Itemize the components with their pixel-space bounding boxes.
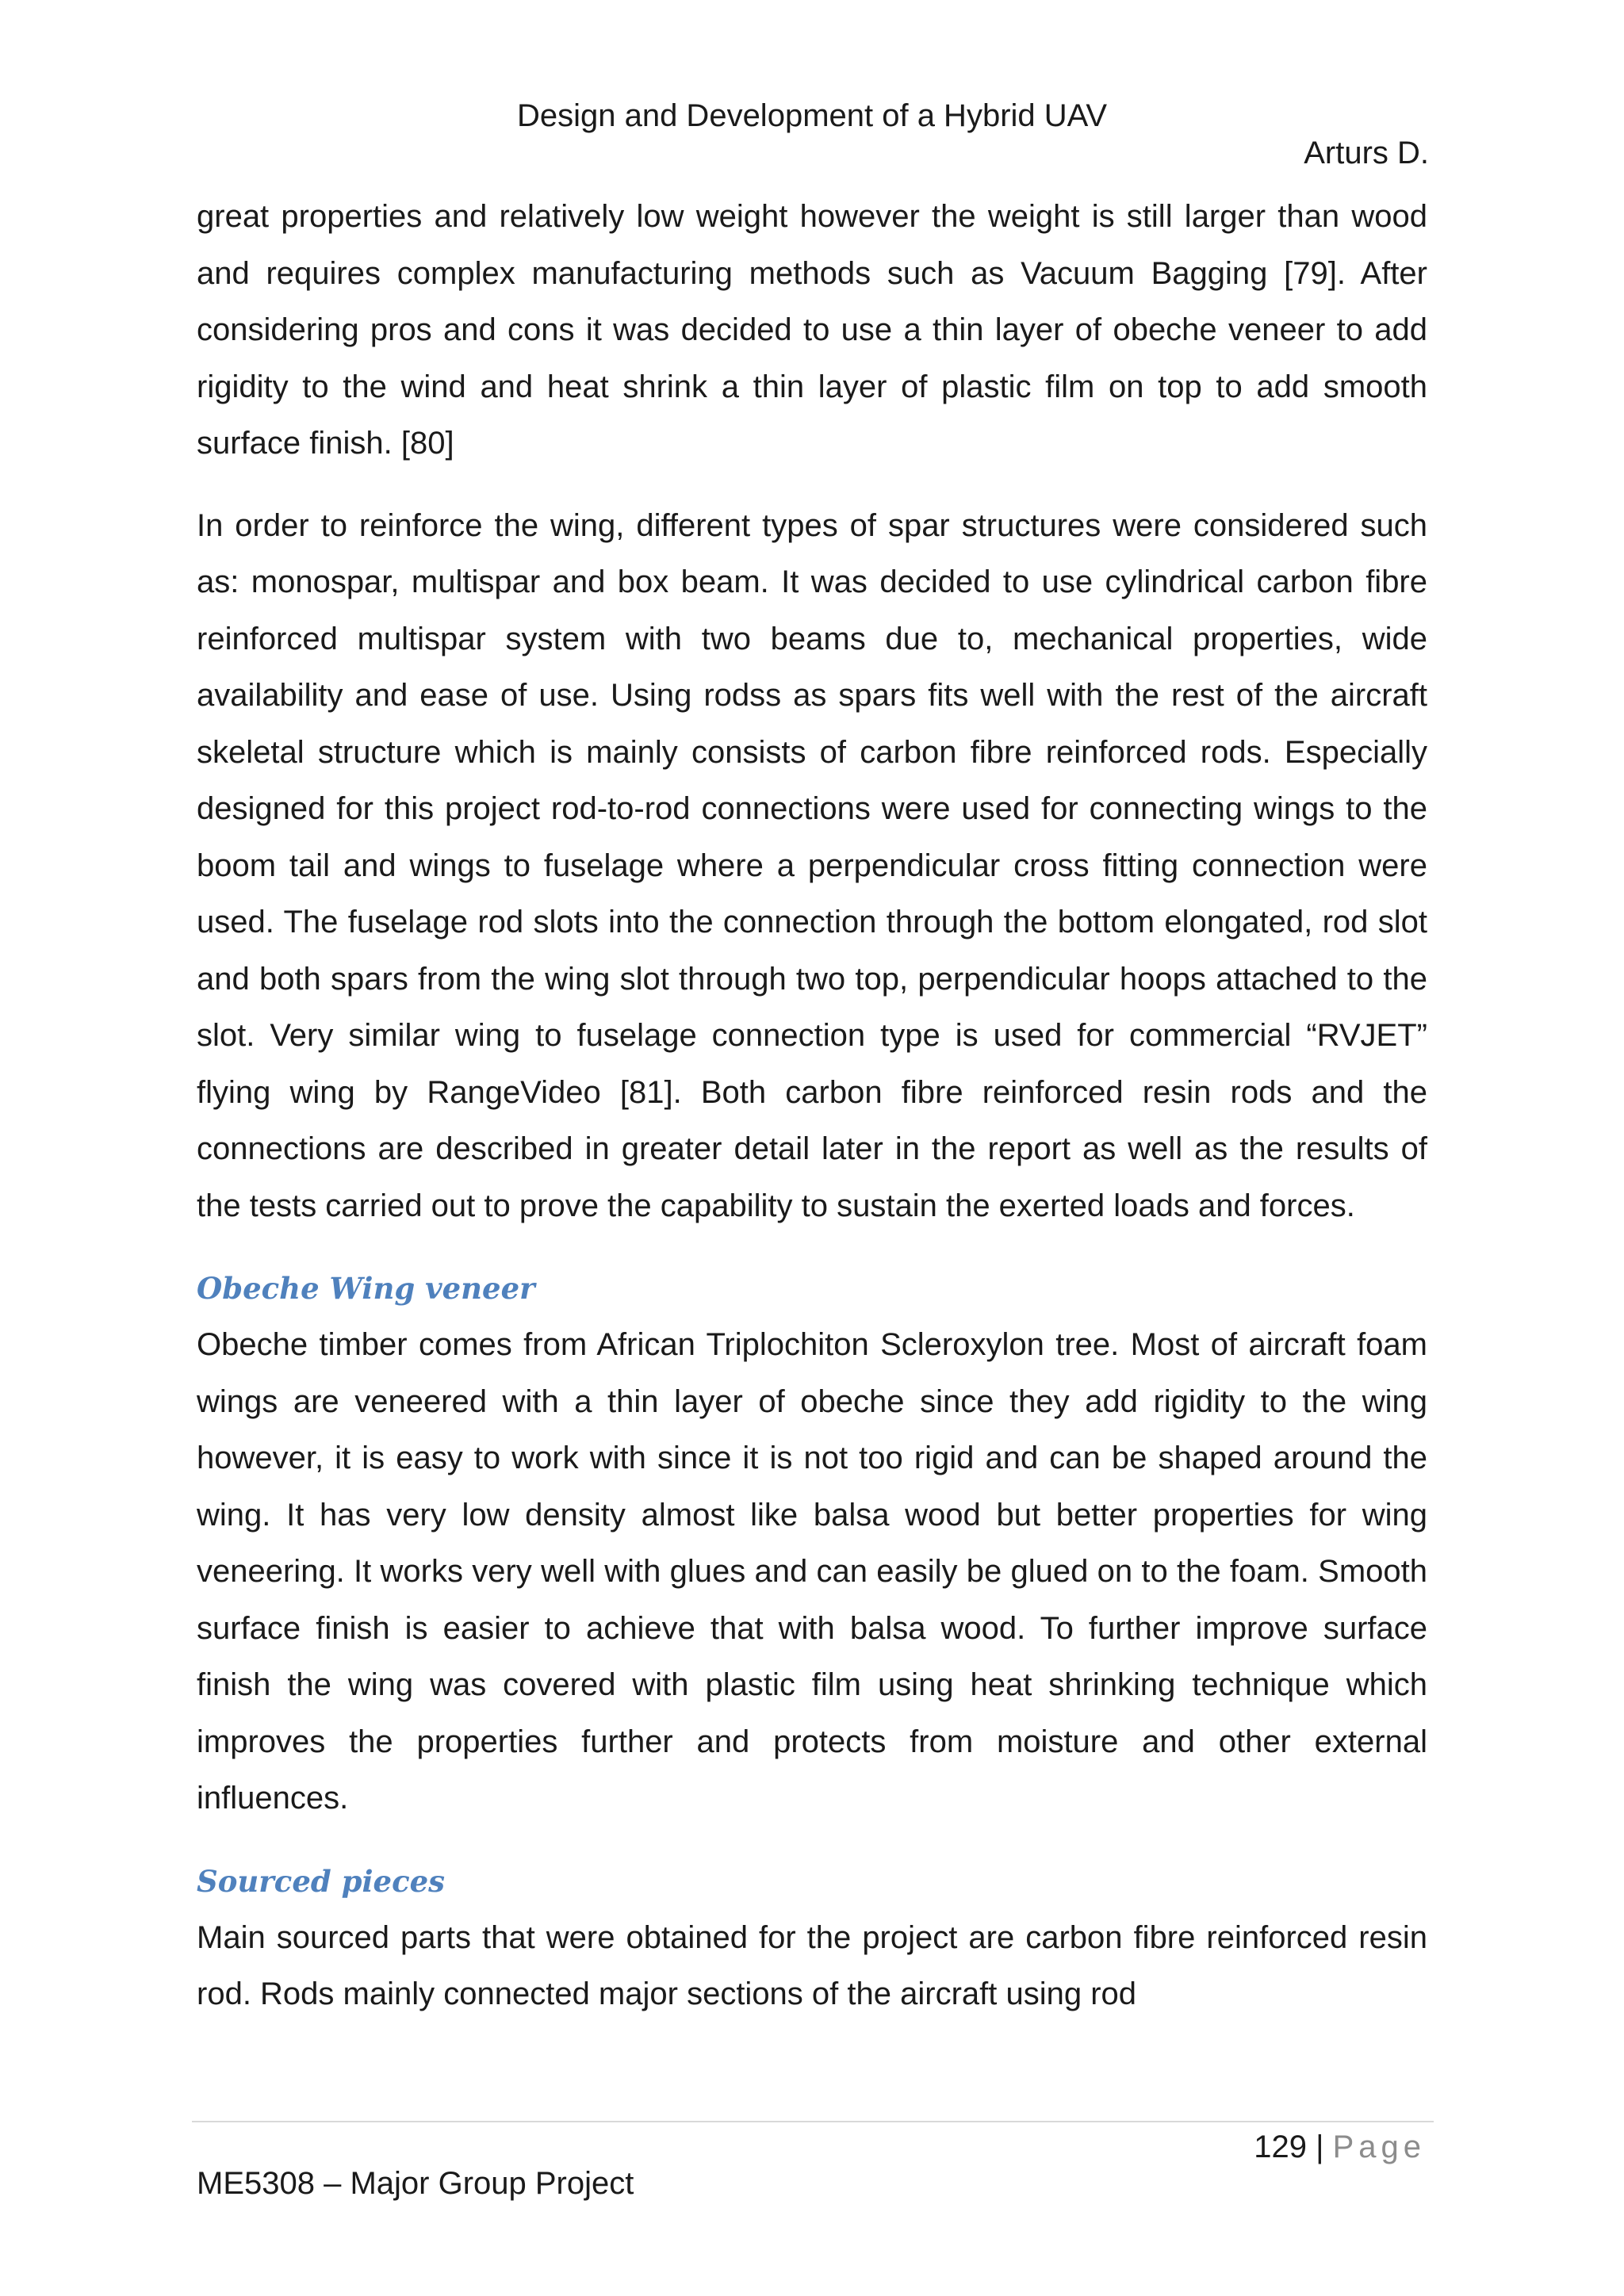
footer-divider xyxy=(192,2121,1434,2122)
section-heading: Sourced pieces xyxy=(197,1863,445,1899)
page-number-separator: | xyxy=(1306,2130,1333,2164)
section-heading: Obeche Wing veneer xyxy=(197,1271,535,1306)
running-header-title: Design and Development of a Hybrid UAV xyxy=(516,98,1108,133)
body-paragraph: In order to reinforce the wing, different types of spar structures were considered such as: monospar, multispar and box beam. It was decided to use cylindrical carbon fibre reinforced multispar system with two beams due to, mechanical properties, wide availability and ease of use. Using rodss as spars fits well with the rest of the aircraft skeletal structure which is mainly consists of carbon fibre reinforced rods. Especially designed for this project rod-to-rod connections were used for connecting wings to the boom tail and wings to fuselage where a perpendicular cross fitting connection were used. The fuselage rod slots into the connection through the bottom elongated, rod slot and both spars from the wing slot through two top, perpendicular hoops attached to the slot. Very similar wing to fuselage connection type is used for commercial “RVJET” flying wing by RangeVideo [81]. Both carbon fibre reinforced resin rods and the connections are described in greater detail later in the report as well as the results of the tests carried out to prove the capability to sustain the exerted loads and forces. xyxy=(197,507,1427,1223)
footer-course-title: ME5308 – Major Group Project xyxy=(197,2166,634,2201)
running-header-author: Arturs D. xyxy=(1304,136,1429,170)
page-number-value: 129 xyxy=(1254,2130,1307,2164)
page-label: Page xyxy=(1332,2130,1426,2164)
body-paragraph: great properties and relatively low weight however the weight is still larger than wood and requires complex manufacturing methods such as Vacuum Bagging [79]. After considering pros and cons it was decided to use a thin layer of obeche veneer to add rigidity to the wind and heat shrink a thin layer of plastic film on top to add smooth surface finish. [80] xyxy=(197,199,1427,461)
page-body xyxy=(197,189,1427,2049)
body-paragraph: Obeche timber comes from African Triplochiton Scleroxylon tree. Most of aircraft foam wings are veneered with a thin layer of obeche since they add rigidity to the wing however, it is easy to work with since it is not too rigid and can be shaped around the wing. It has very low density almost like balsa wood but better properties for wing veneering. It works very well with glues and can easily be glued on to the foam. Smooth surface finish is easier to achieve that with balsa wood. To further improve surface finish the wing was covered with plastic film using heat shrinking technique which improves the properties further and protects from moisture and other external influences. xyxy=(197,1327,1427,1816)
page-number xyxy=(1254,2125,1426,2169)
body-paragraph: Main sourced parts that were obtained for the project are carbon fibre reinforced resin rod. Rods mainly connected major sections of the aircraft using rod xyxy=(197,1919,1427,2011)
